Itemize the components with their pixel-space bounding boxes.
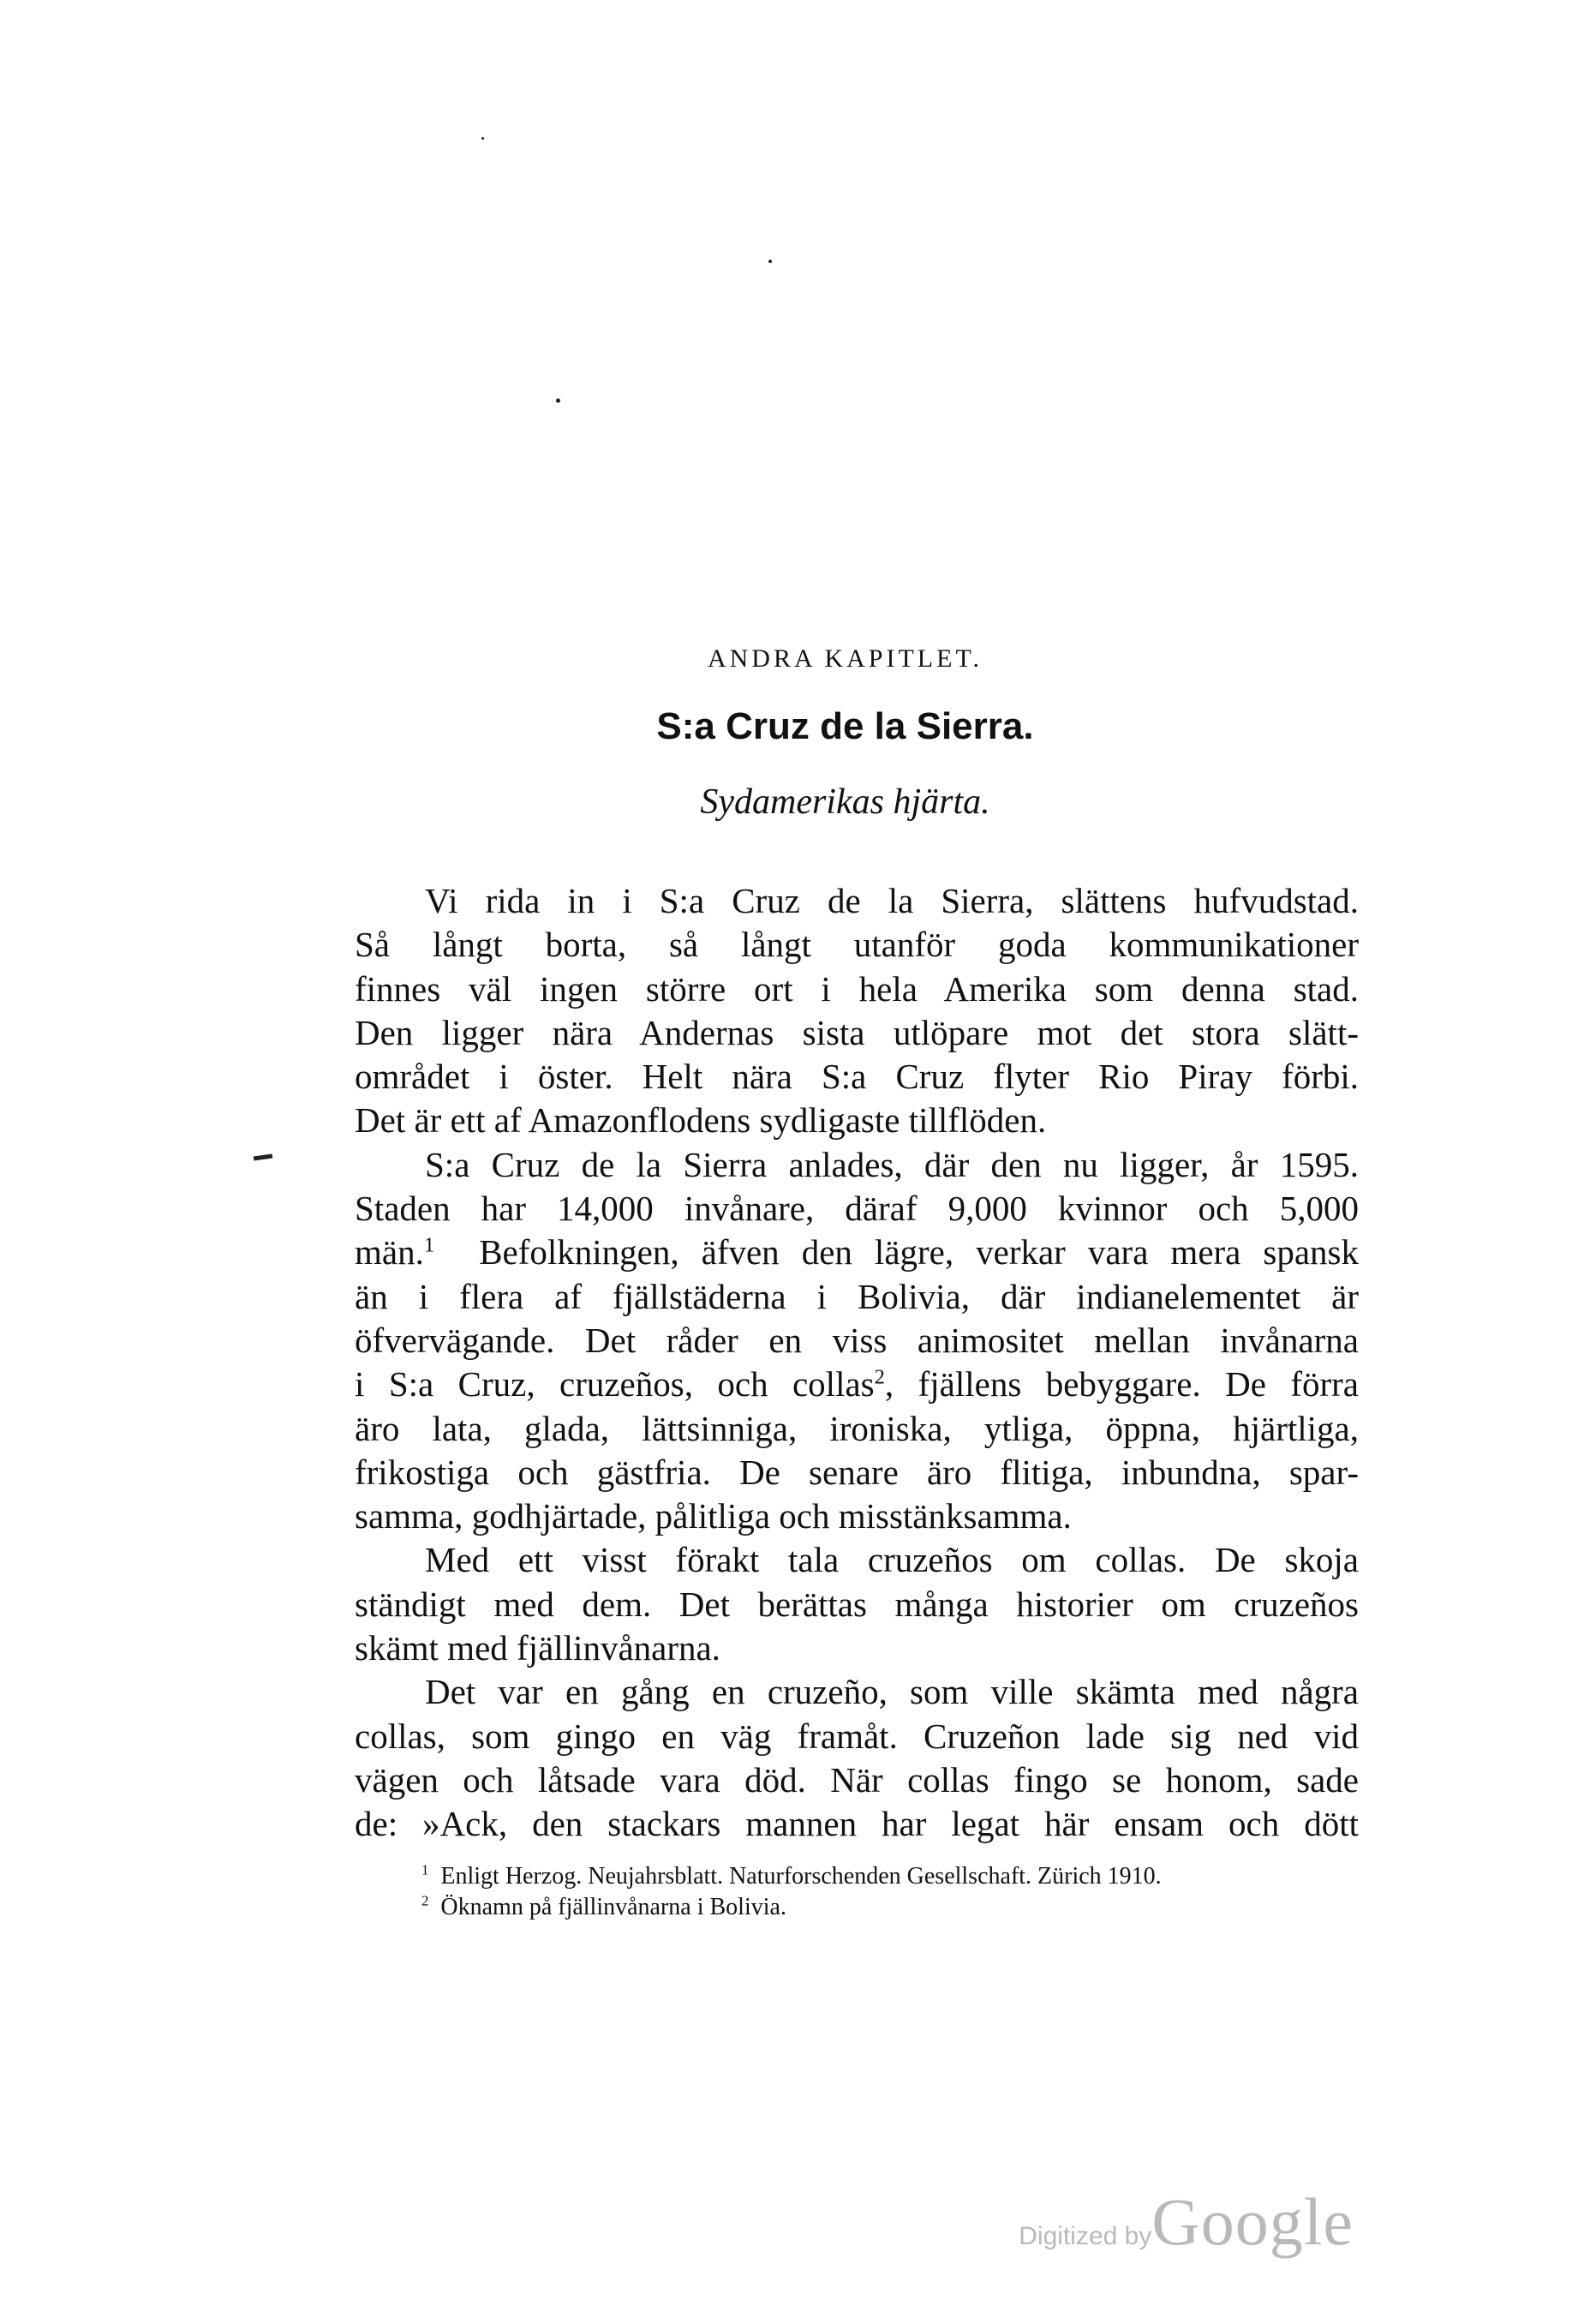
text-line: finnes väl ingen större ort i hela Amerika som denna stad. [355,968,1359,1009]
margin-mark [254,1153,272,1160]
text-line: öfvervägande. Det råder en viss animositet mellan invånarna [355,1320,1359,1360]
chapter-subtitle: Sydamerikas hjärta. [700,782,990,822]
chapter-label: ANDRA KAPITLET. [707,644,983,673]
text-fragment: män. [355,1232,424,1273]
google-logo: Google [1151,2184,1354,2259]
footnote-text: Enligt Herzog. Neujahrsblatt. Naturforschenden Gesellschaft. Zürich 1910. [440,1863,1162,1890]
digitized-watermark [1019,2183,1354,2261]
body-text [355,879,1359,1847]
text-line: Det är ett af Amazonflodens sydligaste tillflöden. [355,1100,1047,1141]
text-line: collas, som gingo en väg framåt. Cruzeñon lade sig ned vid [355,1716,1359,1756]
footnote-ref: 2 [874,1365,885,1389]
footnote-ref: 1 [423,1233,435,1257]
text-line: Den ligger nära Andernas sista utlöpare mot det stora slätt- [355,1012,1359,1052]
scan-speck [481,137,484,140]
text-line: vägen och låtsade vara död. När collas fingo se honom, sade [355,1759,1359,1800]
text-line: Så långt borta, så långt utanför goda kommunikationer [355,925,1359,965]
text-line: S:a Cruz de la Sierra anlades, där den nu ligger, år 1595. [425,1144,1359,1184]
text-line: Med ett visst förakt tala cruzeños om collas. De skoja [425,1540,1359,1580]
scan-speck [768,260,772,263]
text-fragment: i S:a Cruz, cruzeños, och collas [355,1364,875,1405]
text-line: Staden har 14,000 invånare, däraf 9,000 kvinnor och 5,000 [355,1189,1359,1229]
text-line: ständigt med dem. Det berättas många historier om cruzeños [355,1584,1359,1624]
text-fragment: Befolkningen, äfven den lägre, verkar vara mera spansk [479,1232,1359,1273]
text-line [355,1231,1359,1274]
text-fragment: , fjällens bebyggare. De förra [884,1364,1359,1405]
text-line: området i öster. Helt nära S:a Cruz flyter Rio Piray förbi. [355,1057,1359,1097]
footnote-mark: 1 [421,1861,429,1878]
text-line: samma, godhjärtade, pålitliga och misstänksamma. [355,1496,1072,1536]
text-line: äro lata, glada, lättsinniga, ironiska, ytliga, öppna, hjärtliga, [355,1408,1359,1448]
text-line [355,1363,1359,1406]
text-line: Vi rida in i S:a Cruz de la Sierra, slättens hufvudstad. [425,881,1359,920]
footnote-mark: 2 [421,1892,429,1909]
footnote [421,1892,1364,1923]
text-line: skämt med fjällinvånarna. [355,1628,720,1668]
footnotes [421,1861,1364,1923]
text-line: än i flera af fjällstäderna i Bolivia, där indianelementet är [355,1276,1359,1316]
chapter-title: S:a Cruz de la Sierra. [656,705,1034,747]
footnote [421,1861,1364,1892]
scan-speck [556,398,560,403]
text-line: Det var en gång en cruzeño, som ville skämta med några [425,1672,1359,1712]
watermark-prefix: Digitized by [1019,2222,1152,2250]
text-line: frikostiga och gästfria. De senare äro flitiga, inbundna, spar- [355,1452,1359,1492]
footnote-text: Öknamn på fjällinvånarna i Bolivia. [440,1894,786,1920]
text-line: de: »Ack, den stackars mannen har legat här ensam och dött [355,1804,1359,1844]
